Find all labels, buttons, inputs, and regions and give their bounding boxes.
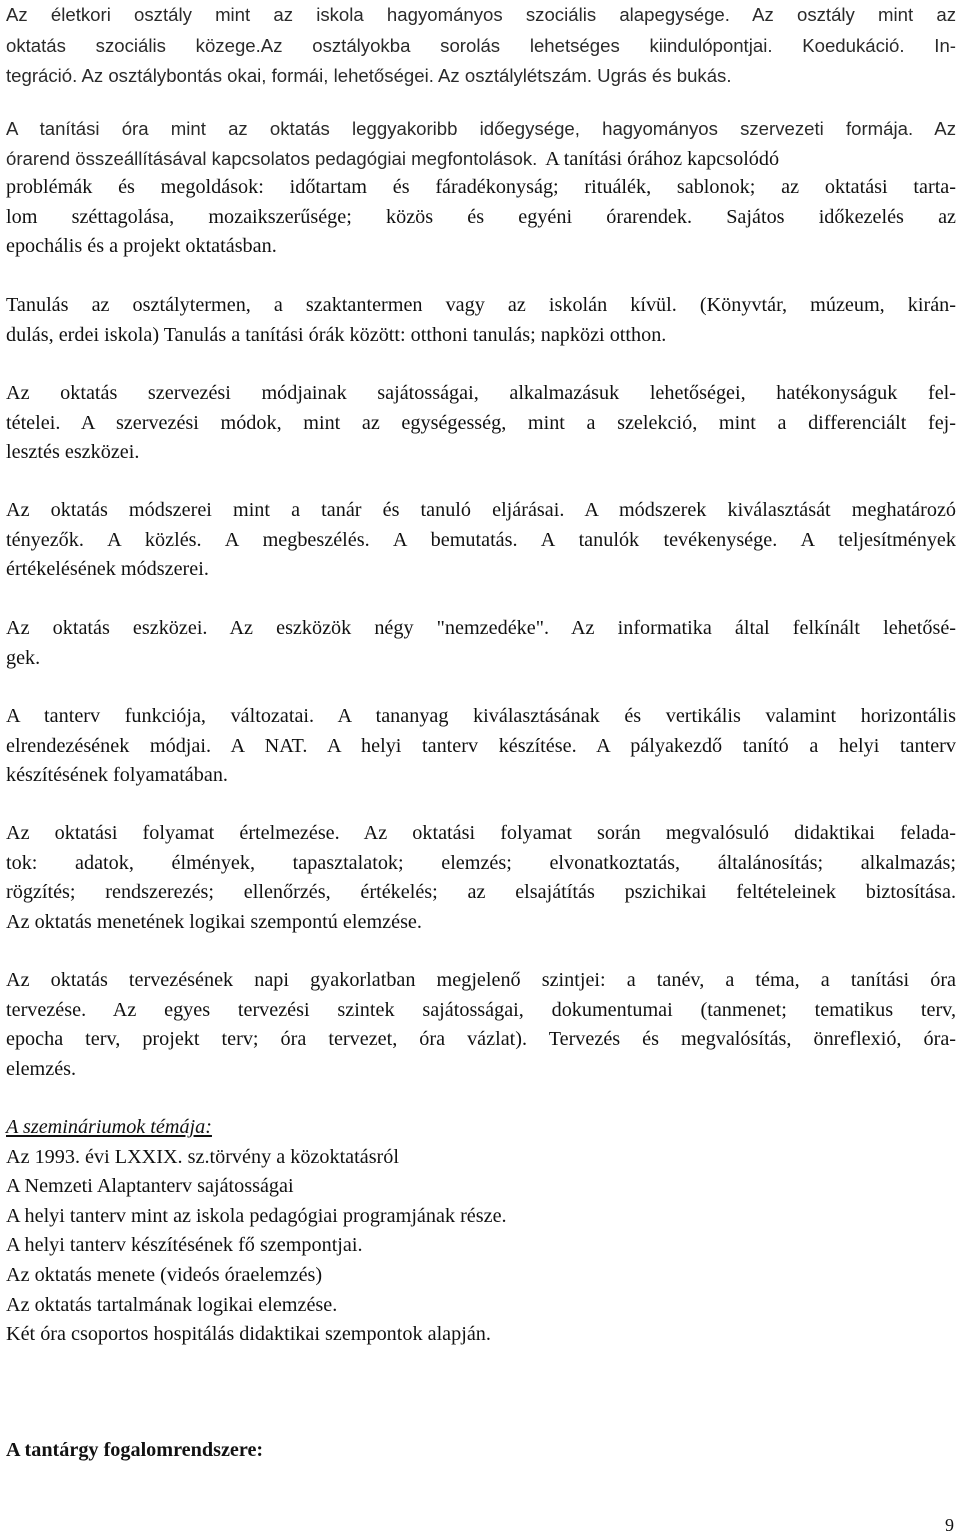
seminar-item: Két óra csoportos hospitálás didaktikai szempontok alapján.: [6, 1323, 491, 1346]
paragraph-methods: [6, 496, 956, 585]
text-line: rögzítés; rendszerezés; ellenőrzés, értékelés; az elsajátítás pszichikai feltételeinek biztosítása.: [6, 881, 956, 904]
seminar-item: Az 1993. évi LXXIX. sz.törvény a közoktatásról: [6, 1145, 399, 1168]
text-line: tok: adatok, élmények, tapasztalatok; elemzés; elvonatkoztatás, általánosítás; alkalmazás;: [6, 851, 956, 874]
text-line: tegráció. Az osztálybontás okai, formái, lehetőségei. Az osztálylétszám. Ugrás és bukás.: [6, 65, 732, 86]
text-line: oktatás szociális közege.Az osztályokba sorolás lehetséges kiindulópontjai. Koedukáció. In-: [6, 34, 956, 56]
seminar-item: A helyi tanterv készítésének fő szempontjai.: [6, 1234, 363, 1257]
seminar-title: A szemináriumok témája:: [6, 1116, 212, 1138]
paragraph-organization: [6, 379, 956, 468]
text-line: elemzés.: [6, 1057, 77, 1080]
paragraph-lesson-unit-line2: [6, 144, 956, 175]
paragraph-tools: [6, 614, 956, 673]
paragraph-lesson-unit: [6, 114, 956, 145]
text-line: A tanítási óra mint az oktatás leggyakoribb időegysége, hagyományos szervezeti formája. Az: [6, 118, 956, 139]
text-line: elrendezésének módjai. A NAT. A helyi tanterv készítése. A pályakezdő tanító a helyi tanterv: [6, 734, 956, 757]
paragraph-learning-places: [6, 291, 956, 350]
text-line: Az oktatás módszerei mint a tanár és tanuló eljárásai. A módszerek kiválasztását meghatározó: [6, 499, 956, 521]
text-line: órarend összeállításával kapcsolatos pedagógiai megfontolások.: [6, 148, 538, 169]
paragraph-teaching-process: [6, 819, 956, 937]
text-line: tételei. A szervezési módok, mint az egységesség, mint a szelekció, mint a differenciált fej-: [6, 411, 956, 434]
seminar-section: [6, 1113, 956, 1350]
text-line: problémák és megoldások: időtartam és fáradékonyság; rituálék, sablonok; az oktatási tarta-: [6, 176, 956, 198]
text-line: Az oktatás tervezésének napi gyakorlatban megjelenő szintjei: a tanév, a téma, a tanítási óra: [6, 969, 956, 991]
subject-heading: A tantárgy fogalomrendszere:: [6, 1439, 264, 1461]
seminar-item: A Nemzeti Alaptanterv sajátosságai: [6, 1175, 294, 1198]
text-line: Az oktatás szervezési módjainak sajátosságai, alkalmazásuk lehetőségei, hatékonyságuk fel-: [6, 382, 956, 404]
text-line: Tanulás az osztálytermen, a szaktantermen vagy az iskolán kívül. (Könyvtár, múzeum, kirán-: [6, 294, 956, 316]
text-line: dulás, erdei iskola) Tanulás a tanítási órák között: otthoni tanulás; napközi otthon.: [6, 323, 667, 346]
text-line: Az oktatási folyamat értelmezése. Az oktatási folyamat során megvalósuló didaktikai felada-: [6, 822, 956, 844]
seminar-item: A helyi tanterv mint az iskola pedagógiai programjának része.: [6, 1204, 507, 1227]
text-line: tényezők. A közlés. A megbeszélés. A bemutatás. A tanulók tevékenysége. A teljesítmények: [6, 528, 956, 551]
page-number: 9: [945, 1515, 954, 1535]
text-line: epochális és a projekt oktatásban.: [6, 235, 277, 258]
subject-heading-block: [6, 1436, 956, 1466]
paragraph-lesson-problems: [6, 173, 956, 262]
paragraph-class-unit: [6, 0, 956, 92]
seminar-item: Az oktatás tartalmának logikai elemzése.: [6, 1293, 338, 1316]
text-line: Az oktatás menetének logikai szempontú elemzése.: [6, 910, 422, 933]
text-line: készítésének folyamatában.: [6, 764, 228, 787]
text-line: tervezése. Az egyes tervezési szintek sajátosságai, dokumentumai (tanmenet; tematikus terv,: [6, 998, 956, 1021]
text-line-lead: A tanítási órához kapcsolódó: [545, 148, 780, 170]
text-line: Az oktatás eszközei. Az eszközök négy "nemzedéke". Az informatika által felkínált lehetősé-: [6, 617, 956, 639]
text-line: Az életkori osztály mint az iskola hagyományos szociális alapegysége. Az osztály mint az: [6, 4, 956, 25]
seminar-item: Az oktatás menete (videós óraelemzés): [6, 1263, 323, 1286]
text-line: epocha terv, projekt terv; óra tervezet, óra vázlat). Tervezés és megvalósítás, önreflexió, óra-: [6, 1028, 956, 1051]
paragraph-planning: [6, 966, 956, 1084]
text-line: lesztés eszközei.: [6, 441, 140, 464]
paragraph-curriculum: [6, 702, 956, 791]
text-line: lom széttagolása, mozaikszerűsége; közös és egyéni órarendek. Sajátos időkezelés az: [6, 205, 956, 228]
text-line: értékelésének módszerei.: [6, 558, 209, 581]
text-line: A tanterv funkciója, változatai. A tananyag kiválasztásának és vertikális valamint horizontális: [6, 705, 956, 727]
text-line: gek.: [6, 646, 41, 669]
